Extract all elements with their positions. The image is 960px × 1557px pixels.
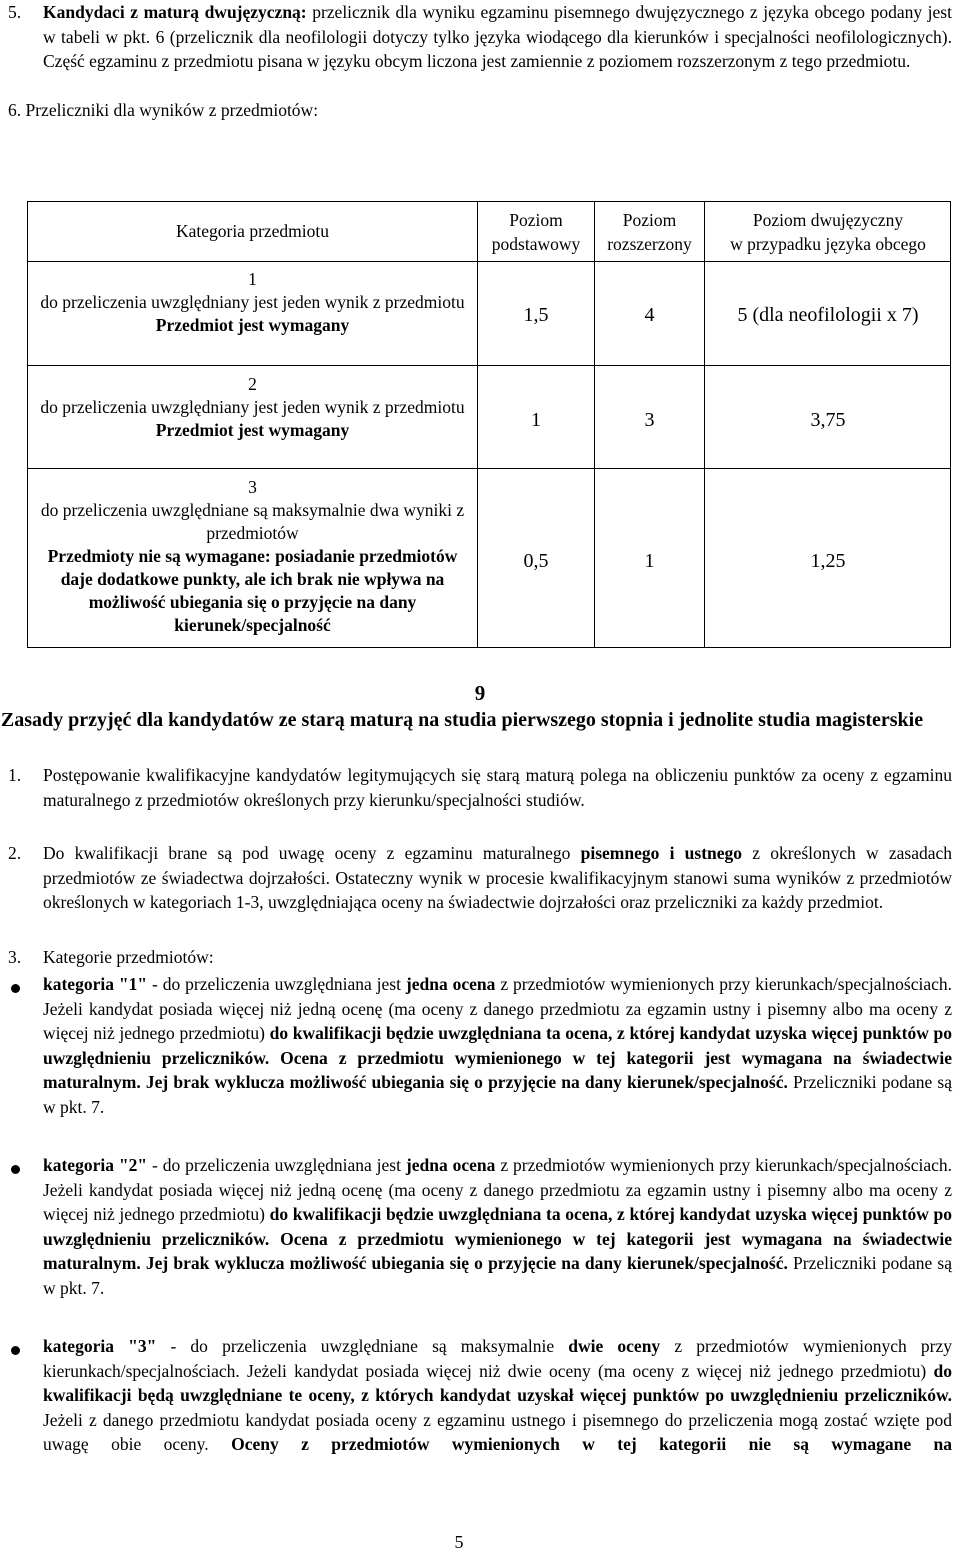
point-1-text: Postępowanie kwalifikacyjne kandydatów legitymujących się starą maturą polega na obliczeniu punktów za oceny z egzaminu maturalnego z przedmiotów określonych przy kierunku/specjalności studiów. — [43, 765, 952, 810]
table-row-3-bilingual: 1,25 — [810, 550, 846, 572]
table-row-1-extended: 4 — [644, 304, 655, 326]
bullet-dot — [11, 1346, 20, 1355]
header-category: Kategoria przedmiotu — [175, 221, 330, 241]
bullet-dot — [11, 984, 20, 993]
table-row-2-category: 2 do przeliczenia uwzględniany jest jeden wynik z przedmiotu Przedmiot jest wymagany — [40, 374, 465, 440]
item-5-text — [43, 0, 952, 74]
section-title: Zasady przyjęć dla kandydatów ze starą maturą na studia pierwszego stopnia i jednolite studia magisterskie — [0, 709, 924, 731]
point-2-number: 2. — [8, 843, 22, 863]
table-row-1-category: 1 do przeliczenia uwzględniany jest jeden wynik z przedmiotu Przedmiot jest wymagany — [40, 269, 465, 335]
table-row-1-basic: 1,5 — [523, 304, 549, 326]
header-bilingual: Poziom dwujęzyczny w przypadku języka obcego — [730, 210, 926, 254]
category-1-text: kategoria "1" - do przeliczenia uwzględniana jest jedna ocena z przedmiotów wymienionych przy kierunkach/specjalnościach. Jeżeli kandydat posiada więcej niż jedną ocenę (ma oceny z danego przedmiotu za egzamin ustny i pisemny albo ma oceny z więcej niż jednego przedmiotu) do kwalifikacji będzie uwzględniana ta ocena, z której kandydat uzyska więcej punktów po uwzględnieniu przeliczników. Ocena z przedmiotu wymienionego w tej kategorii jest wymagana na świadectwie maturalnym. Jej brak wyklucza możliwość ubiegania się o przyjęcie na dany kierunek/specjalność. Przeliczniki podane są w pkt. 7. — [43, 974, 953, 1117]
table-row-2-basic: 1 — [531, 409, 541, 431]
table-divider — [28, 365, 950, 366]
table-row-3-basic: 0,5 — [523, 550, 549, 572]
item-5-rest: przelicznik dla wyniku egzaminu pisemnego dwujęzycznego z języka obcego podany jest w tabeli w pkt. 6 (przelicznik dla neofilologii dotyczy tylko języka wiodącego dla kierunków i specjalności neofilologicznych). Część egzaminu z przedmiotu pisana w języku obcym liczona jest zamiennie z poziomem rozszerzonym z tego przedmiotu. — [43, 2, 952, 71]
item-5-number: 5. — [8, 2, 22, 22]
table-divider — [28, 261, 950, 262]
category-3-text: kategoria "3" - do przeliczenia uwzględniane są maksymalnie dwie oceny z przedmiotów wymienionych przy kierunkach/specjalnościach. Jeżeli kandydat posiada więcej niż dwie oceny (ma oceny z więcej niż jednego przedmiotu) do kwalifikacji będą uwzględniane te oceny, z których kandydat uzyskał więcej punktów po uwzględnieniu przeliczników. Jeżeli z danego przedmiotu kandydat posiada oceny z egzaminu ustnego i pisemnego do przeliczenia mogą zostać wzięte pod uwagę obie oceny. Oceny z przedmiotów wymienionych w tej kategorii nie są wymagane na — [43, 1336, 952, 1454]
coefficients-table — [27, 201, 951, 648]
table-row-2-extended: 3 — [644, 409, 655, 431]
header-basic: Poziom podstawowy — [491, 210, 581, 254]
table-row-3-category: 3 do przeliczenia uwzględniane są maksymalnie dwa wyniki z przedmiotów Przedmioty nie są wymagane: posiadanie przedmiotów daje dodatkowe punkty, ale ich brak nie wpływa na możliwość ubiegania się o przyjęcie na dany kierunek/specjalność — [40, 477, 465, 635]
point-2-text: Do kwalifikacji brane są pod uwagę oceny z egzaminu maturalnego pisemnego i ustnego z określonych w zasadach przedmiotów ze świadectwa dojrzałości. Ostateczny wynik w procesie kwalifikacyjnym stanowi suma wyników z przedmiotów określonych w kategoriach 1-3, uwzględniająca oceny na świadectwie dojrzałości oraz przeliczniki za każdy przedmiot. — [43, 843, 953, 912]
point-1-number: 1. — [8, 765, 22, 785]
table-row-1-bilingual: 5 (dla neofilologii x 7) — [737, 304, 919, 326]
table-divider — [28, 468, 950, 469]
point-3-text: Kategorie przedmiotów: — [43, 947, 214, 967]
item-5-bold: Kandydaci z maturą dwujęzyczną: — [43, 2, 307, 22]
bullet-dot — [11, 1165, 20, 1174]
table-row-2-bilingual: 3,75 — [810, 409, 846, 431]
point-3-number: 3. — [8, 947, 22, 967]
section-number: 9 — [474, 681, 486, 705]
item-5 — [0, 0, 952, 74]
header-extended: Poziom rozszerzony — [607, 210, 692, 254]
category-2-text: kategoria "2" - do przeliczenia uwzględniana jest jedna ocena z przedmiotów wymienionych przy kierunkach/specjalnościach. Jeżeli kandydat posiada więcej niż jedną ocenę (ma oceny z danego przedmiotu za egzamin ustny i pisemny albo ma oceny z więcej niż jednego przedmiotu) do kwalifikacji będzie uwzględniana ta ocena, z której kandydat uzyska więcej punktów po uwzględnieniu przeliczników. Ocena z przedmiotu wymienionego w tej kategorii jest wymagana na świadectwie maturalnym. Jej brak wyklucza możliwość ubiegania się o przyjęcie na dany kierunek/specjalność. Przeliczniki podane są w pkt. 7. — [43, 1155, 953, 1298]
page-number: 5 — [454, 1532, 464, 1552]
table-row-3-extended: 1 — [644, 550, 655, 572]
item-6-heading: 6. Przeliczniki dla wyników z przedmiotów: — [8, 100, 319, 120]
